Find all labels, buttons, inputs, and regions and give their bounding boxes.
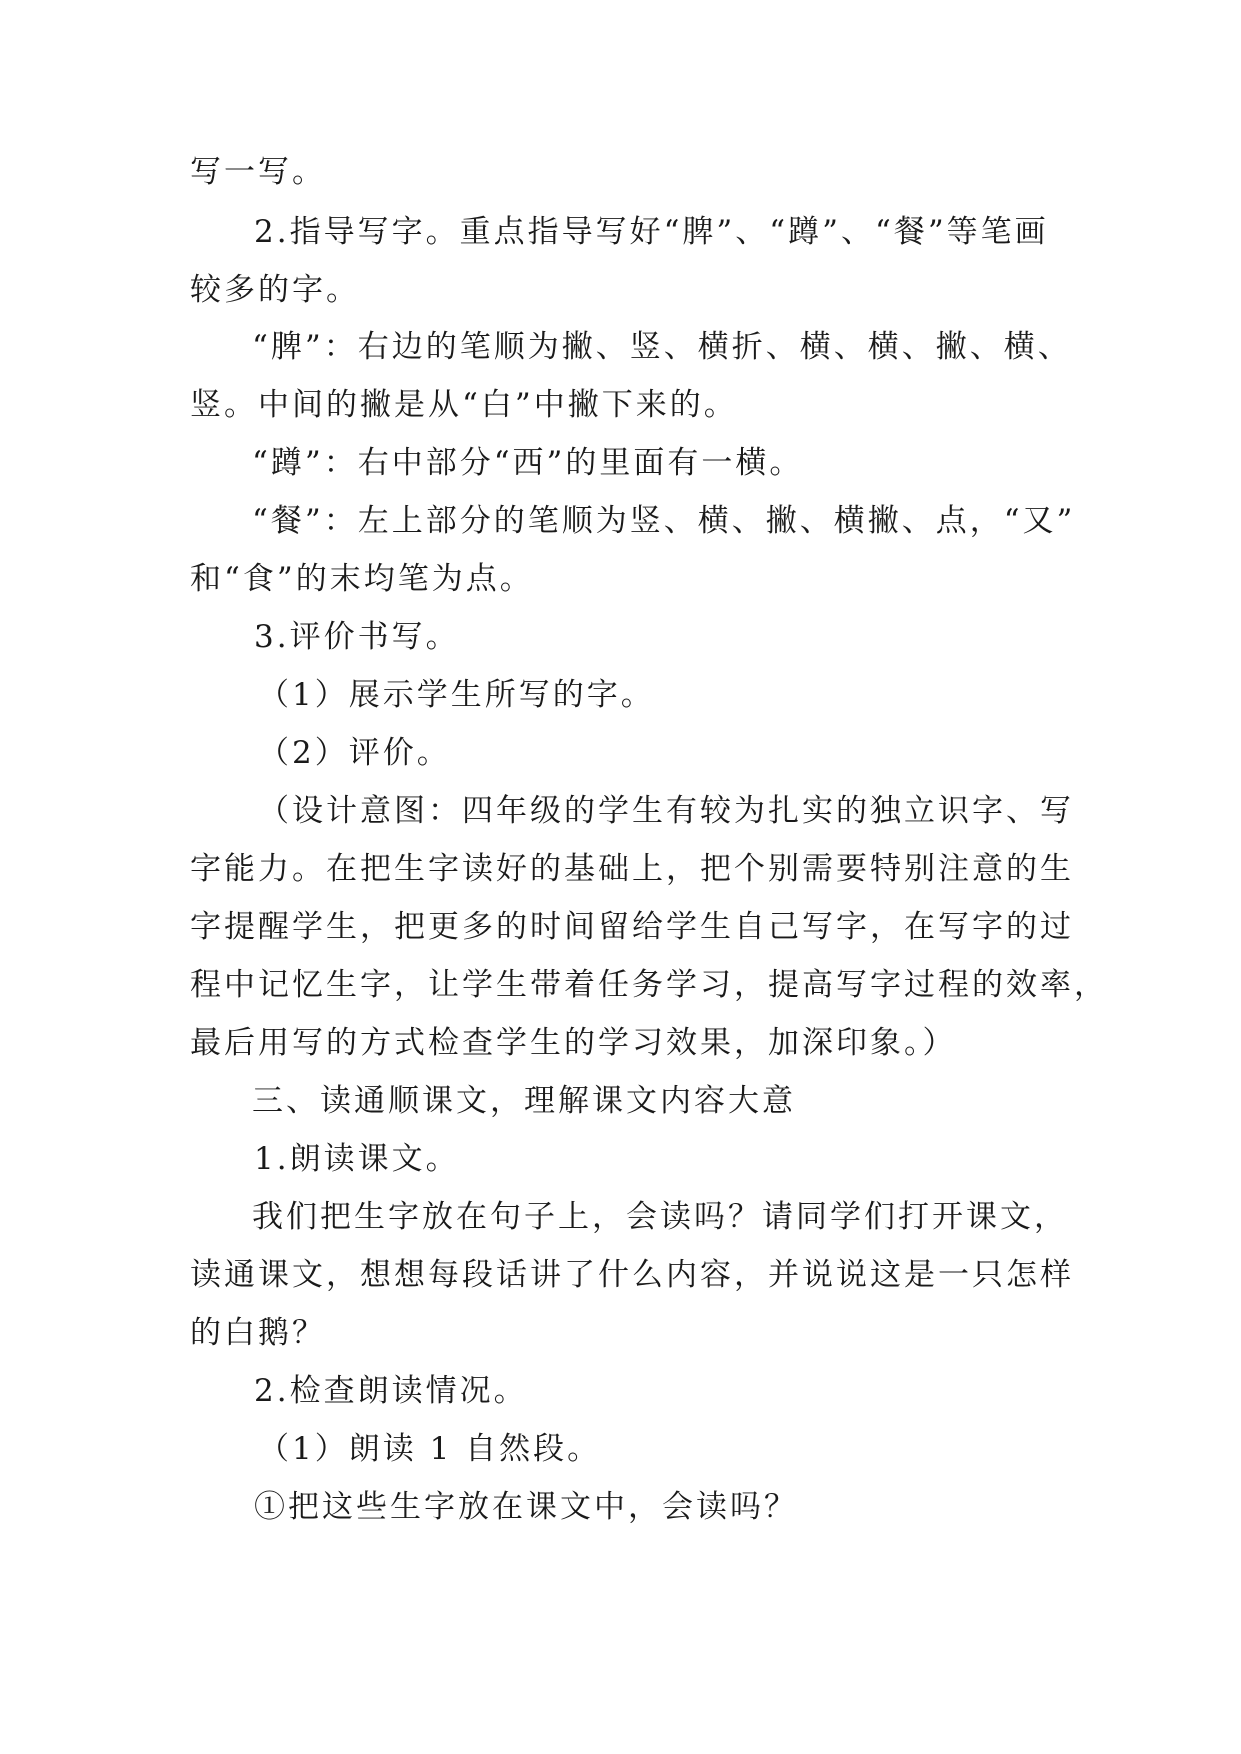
text-line: 1.朗读课文。 <box>254 1141 460 1177</box>
text-line: 写一写。 <box>190 154 326 190</box>
text-line: 最后用写的方式检查学生的学习效果，加深印象。） <box>190 1025 957 1061</box>
text-line: 读通课文，想想每段话讲了什么内容，并说说这是一只怎样 <box>190 1257 1074 1293</box>
text-line: 字提醒学生，把更多的时间留给学生自己写字，在写字的过 <box>190 909 1074 945</box>
text-line: 2.检查朗读情况。 <box>254 1373 528 1409</box>
text-line: 竖。中间的撇是从“白”中撇下来的。 <box>190 387 738 423</box>
text-line: 3.评价书写。 <box>254 619 460 655</box>
text-line: “脾”：右边的笔顺为撇、竖、横折、横、横、撇、横、 <box>252 329 1072 365</box>
text-line: 字能力。在把生字读好的基础上，把个别需要特别注意的生 <box>190 851 1074 887</box>
text-line: 我们把生字放在句子上，会读吗？请同学们打开课文， <box>252 1199 1068 1235</box>
text-line: 的白鹅？ <box>190 1315 326 1351</box>
text-line: 和“食”的末均笔为点。 <box>190 561 534 597</box>
text-line: （1）展示学生所写的字。 <box>258 677 655 713</box>
text-line: （设计意图：四年级的学生有较为扎实的独立识字、写 <box>258 793 1074 829</box>
text-line: （2）评价。 <box>258 735 451 771</box>
text-line: （1）朗读 1 自然段。 <box>258 1431 602 1467</box>
text-line: 较多的字。 <box>190 272 360 308</box>
text-line: “餐”：左上部分的笔顺为竖、横、撇、横撇、点，“又” <box>252 503 1076 539</box>
text-line: ①把这些生字放在课文中，会读吗？ <box>254 1489 798 1525</box>
text-line: 2.指导写字。重点指导写好“脾”、“蹲”、“餐”等笔画 <box>254 214 1049 250</box>
text-line: “蹲”：右中部分“西”的里面有一横。 <box>252 445 804 481</box>
section-heading: 三、读通顺课文，理解课文内容大意 <box>252 1083 796 1119</box>
text-line: 程中记忆生字，让学生带着任务学习，提高写字过程的效率， <box>190 967 1108 1003</box>
